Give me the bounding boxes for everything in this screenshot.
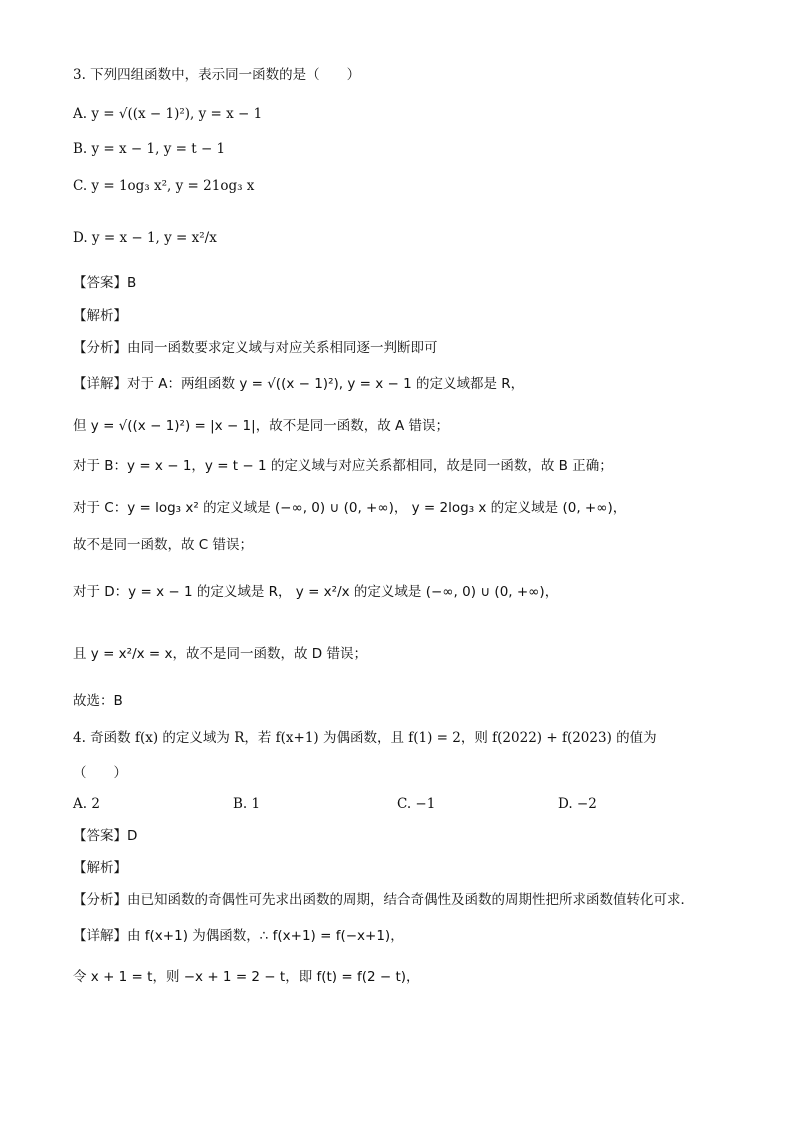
- q4-detail-line: 令 x + 1 = t，则 −x + 1 = 2 − t，即 f(t) = f(2 − t)，: [73, 969, 420, 985]
- q3-detail-line: 对于 D：y = x − 1 的定义域是 R， y = x²/x 的定义域是 (−∞, 0) ∪ (0, +∞)，: [73, 584, 559, 600]
- q3-detail-line: 故不是同一函数，故 C 错误；: [73, 537, 254, 553]
- q3-analysis-summary: 【分析】由同一函数要求定义域与对应关系相同逐一判断即可: [73, 340, 438, 356]
- q4-analysis-tag: 【解析】: [73, 860, 127, 876]
- q4-option-a: A. 2: [73, 796, 100, 812]
- q4-answer: 【答案】D: [73, 828, 138, 844]
- q3-detail-line: 对于 B：y = x − 1，y = t − 1 的定义域与对应关系都相同，故是同一函数，故 B 正确；: [73, 458, 613, 474]
- q3-analysis-tag: 【解析】: [73, 308, 127, 324]
- q4-stem-paren: （ ）: [73, 765, 127, 781]
- q4-detail-line: 【详解】由 f(x+1) 为偶函数，∴ f(x+1) = f(−x+1)，: [73, 928, 404, 944]
- q3-detail-line: 且 y = x²/x = x，故不是同一函数，故 D 错误；: [73, 646, 367, 662]
- q4-option-d: D. −2: [558, 796, 597, 812]
- q4-analysis-summary: 【分析】由已知函数的奇偶性可先求出函数的周期，结合奇偶性及函数的周期性把所求函数值转化可求．: [73, 892, 694, 908]
- q3-stem: 3. 下列四组函数中，表示同一函数的是（ ）: [73, 67, 361, 83]
- q3-option-a: A. y = √((x − 1)²), y = x − 1: [73, 106, 263, 122]
- q3-answer: 【答案】B: [73, 275, 137, 291]
- q4-stem: 4. 奇函数 f(x) 的定义域为 R，若 f(x+1) 为偶函数，且 f(1) = 2，则 f(2022) + f(2023) 的值为: [73, 730, 657, 746]
- q3-option-b: B. y = x − 1, y = t − 1: [73, 141, 226, 157]
- q3-detail-line: 【详解】对于 A：两组函数 y = √((x − 1)²), y = x − 1 的定义域都是 R，: [73, 376, 525, 392]
- q3-detail-line: 对于 C：y = log₃ x² 的定义域是 (−∞, 0) ∪ (0, +∞)， y = 2log₃ x 的定义域是 (0, +∞)，: [73, 500, 627, 516]
- q4-option-c: C. −1: [397, 796, 436, 812]
- q4-option-b: B. 1: [233, 796, 261, 812]
- q3-option-c: C. y = 1og₃ x², y = 21og₃ x: [73, 178, 255, 194]
- q3-option-d: D. y = x − 1, y = x²/x: [73, 230, 217, 246]
- q3-detail-line: 但 y = √((x − 1)²) = |x − 1|，故不是同一函数，故 A 错误；: [73, 418, 450, 434]
- q3-final-choice: 故选：B: [73, 693, 123, 709]
